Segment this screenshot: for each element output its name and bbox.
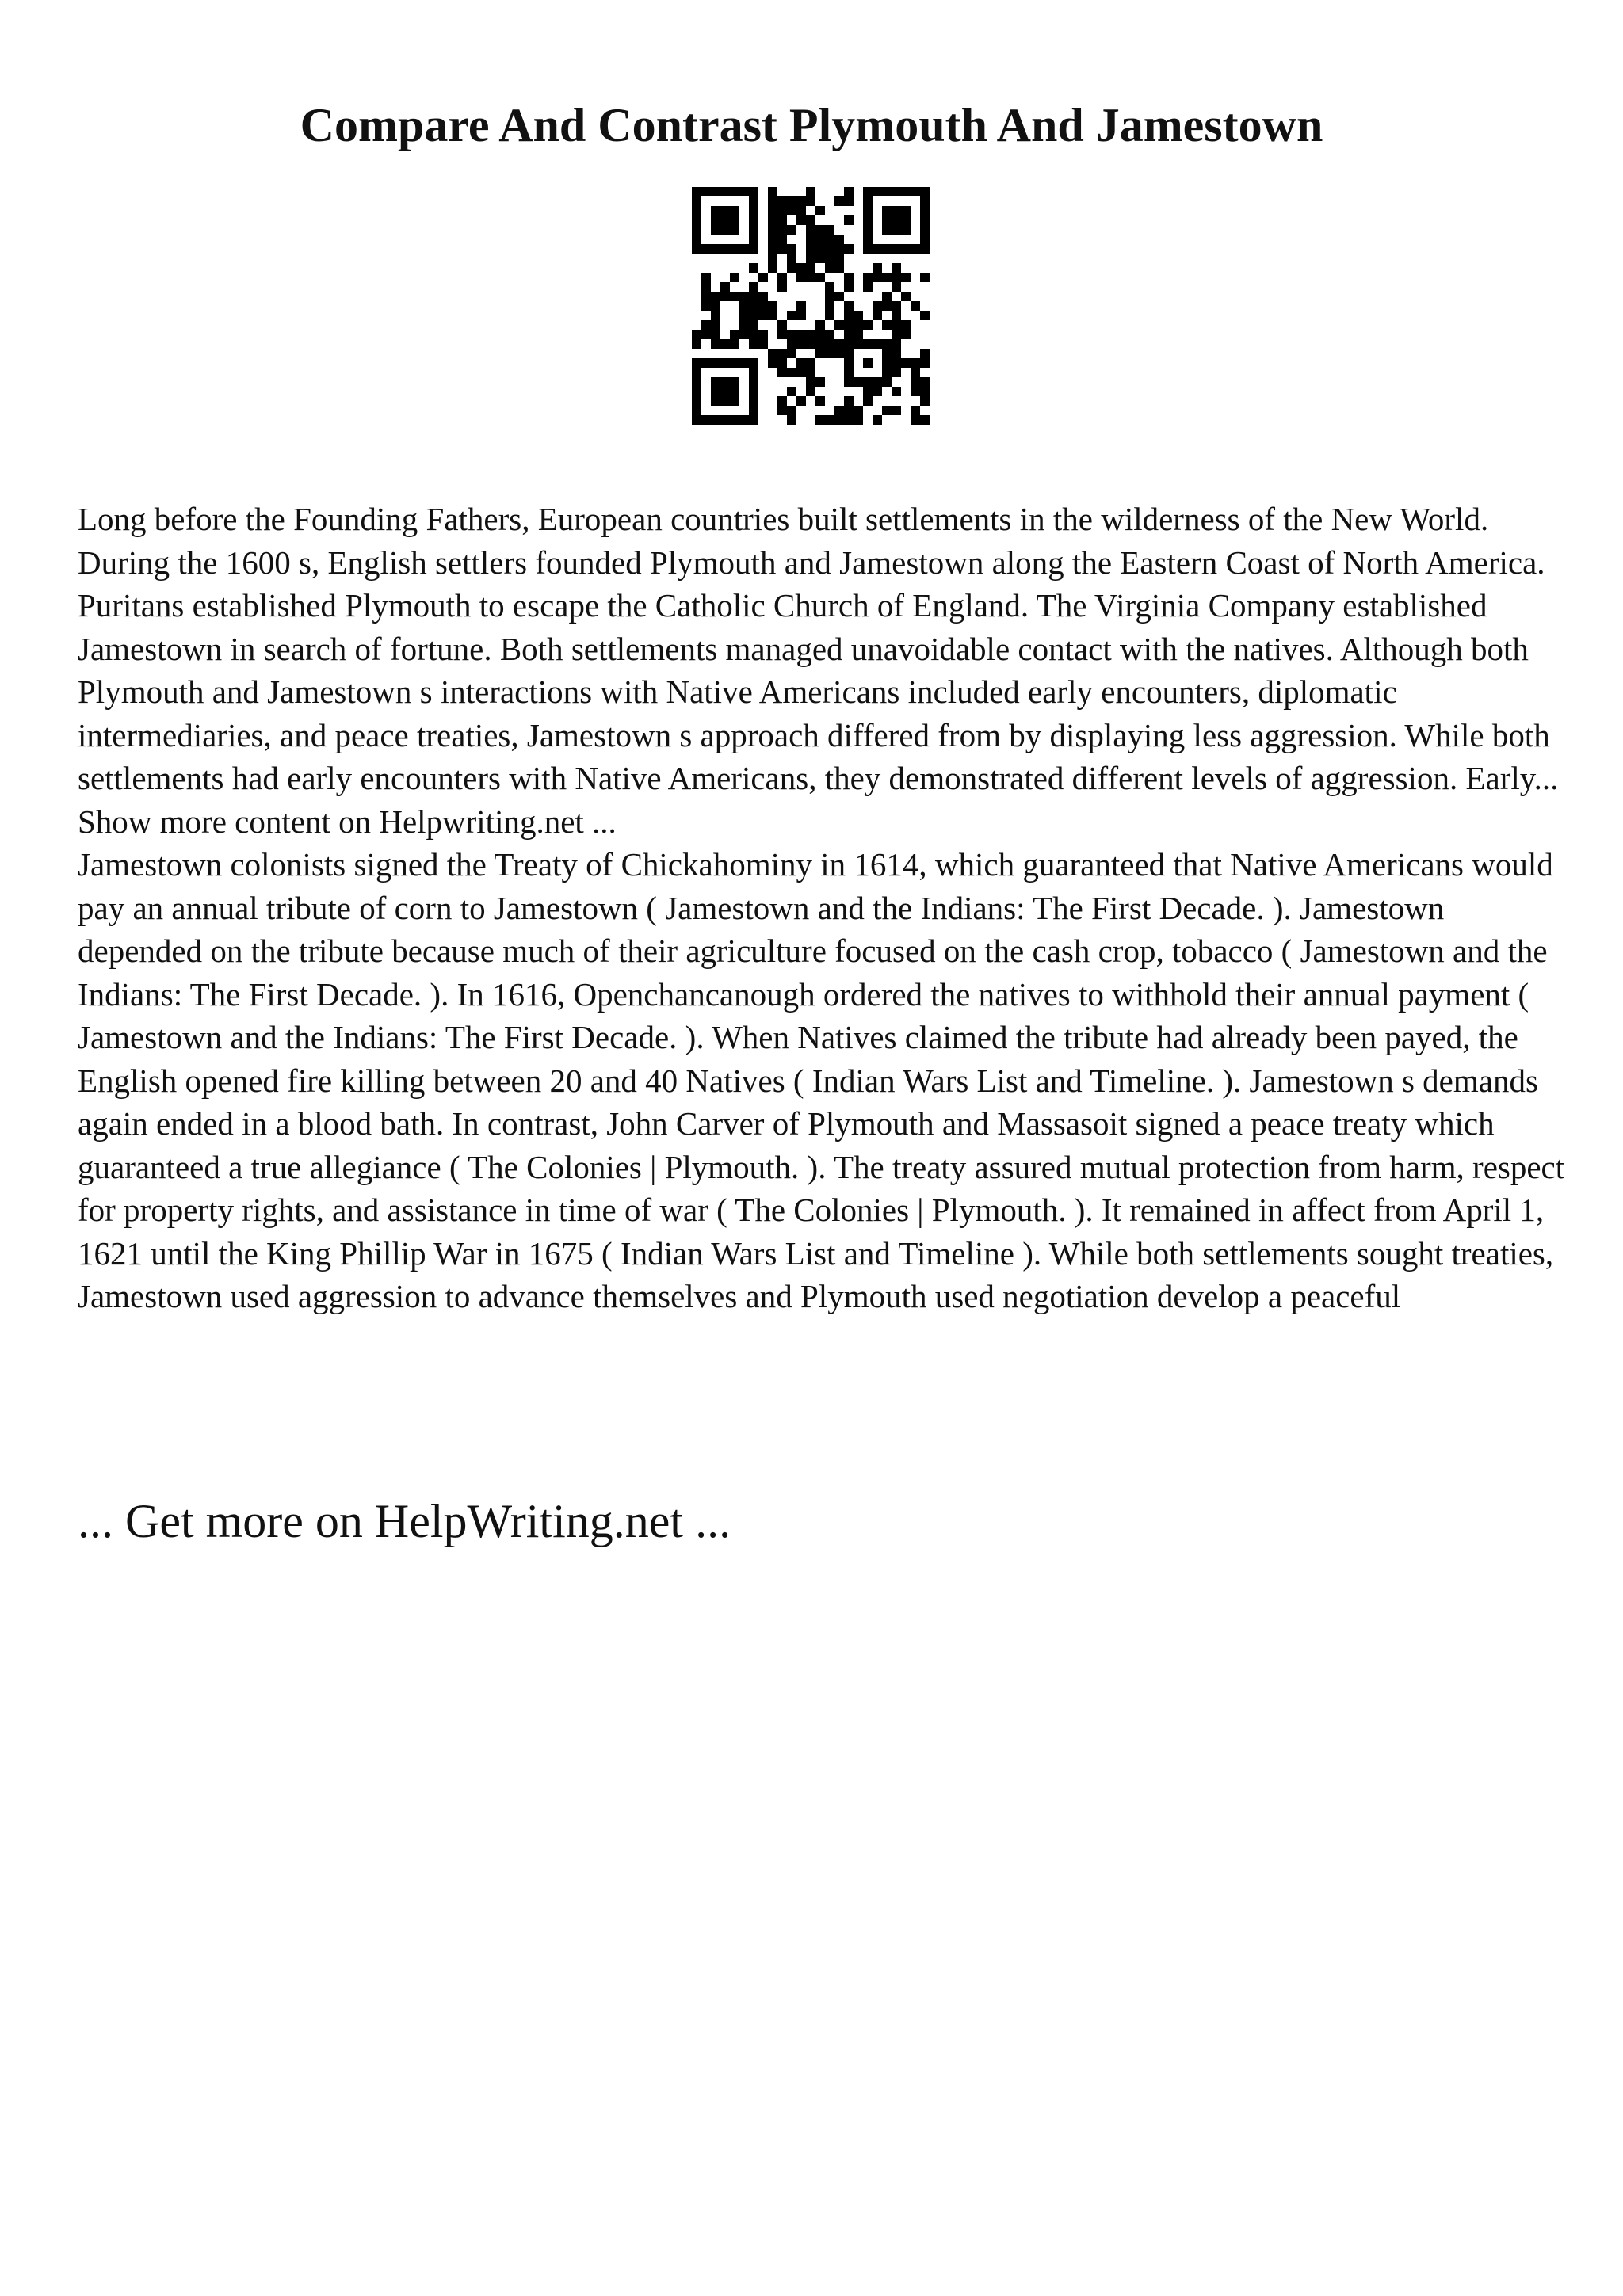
qr-module	[815, 206, 825, 215]
qr-module	[834, 244, 844, 254]
qr-module	[787, 415, 796, 425]
qr-module	[777, 282, 787, 292]
qr-module	[815, 225, 825, 235]
qr-module	[806, 225, 815, 235]
qr-module	[806, 330, 815, 339]
qr-module	[768, 349, 777, 358]
qr-module	[920, 387, 930, 396]
qr-module	[892, 387, 901, 396]
qr-module	[768, 206, 777, 215]
qr-module	[844, 187, 854, 196]
qr-module	[834, 339, 844, 349]
qr-module	[796, 273, 806, 282]
qr-module	[825, 330, 834, 339]
qr-module	[892, 311, 901, 320]
qr-module	[758, 330, 768, 339]
qr-timing	[844, 244, 854, 254]
qr-module	[873, 387, 882, 396]
qr-module	[815, 244, 825, 254]
qr-module	[768, 301, 777, 311]
qr-module	[787, 196, 796, 206]
qr-module	[873, 301, 882, 311]
qr-module	[901, 358, 911, 368]
qr-timing	[768, 244, 777, 254]
qr-module	[815, 235, 825, 244]
qr-module	[825, 349, 834, 358]
qr-module	[730, 273, 739, 282]
qr-module	[711, 301, 720, 311]
qr-module	[863, 282, 873, 292]
qr-module	[701, 301, 711, 311]
qr-module	[711, 292, 720, 301]
qr-module	[892, 406, 901, 415]
qr-module	[787, 330, 796, 339]
qr-module	[777, 196, 787, 206]
qr-module	[815, 396, 825, 406]
qr-module	[777, 358, 787, 368]
qr-module	[844, 406, 854, 415]
qr-module	[720, 282, 730, 292]
qr-module	[787, 263, 796, 273]
qr-timing	[825, 244, 834, 254]
qr-module	[834, 406, 844, 415]
qr-module	[758, 339, 768, 349]
qr-module	[882, 301, 892, 311]
qr-module	[863, 387, 873, 396]
page-title: Compare And Contrast Plymouth And Jamestown	[300, 99, 1323, 151]
qr-module	[768, 311, 777, 320]
qr-module	[777, 235, 787, 244]
get-more-link[interactable]: ... Get more on HelpWriting.net ...	[78, 1495, 731, 1547]
qr-module	[806, 273, 815, 282]
qr-module	[834, 320, 844, 330]
qr-module	[787, 368, 796, 377]
qr-module	[825, 311, 834, 320]
qr-module	[815, 339, 825, 349]
qr-module	[815, 415, 825, 425]
qr-module	[787, 406, 796, 415]
qr-module	[825, 263, 834, 273]
qr-module	[777, 225, 787, 235]
qr-module	[768, 263, 777, 273]
qr-module	[892, 282, 901, 292]
qr-module	[920, 358, 930, 368]
qr-module	[892, 368, 901, 377]
qr-module	[882, 292, 892, 301]
qr-module	[825, 282, 834, 292]
qr-module	[768, 187, 777, 196]
qr-module	[920, 377, 930, 387]
qr-module	[768, 358, 777, 368]
qr-module	[701, 292, 711, 301]
qr-module	[873, 263, 882, 273]
qr-code-icon[interactable]	[692, 187, 930, 425]
qr-module	[882, 273, 892, 282]
qr-timing	[749, 282, 758, 292]
qr-module	[901, 273, 911, 282]
qr-module	[825, 301, 834, 311]
qr-timing	[749, 263, 758, 273]
qr-module	[787, 339, 796, 349]
qr-module	[692, 339, 701, 349]
qr-module	[892, 358, 901, 368]
qr-module	[844, 196, 854, 206]
qr-module	[739, 311, 749, 320]
qr-module	[692, 330, 701, 339]
qr-module	[787, 254, 796, 263]
qr-module	[920, 415, 930, 425]
qr-module	[892, 349, 901, 358]
qr-module	[873, 273, 882, 282]
qr-module	[777, 206, 787, 215]
qr-module	[730, 292, 739, 301]
qr-module	[720, 292, 730, 301]
qr-module	[739, 292, 749, 301]
qr-module	[796, 206, 806, 215]
qr-module	[892, 330, 901, 339]
qr-module	[911, 406, 920, 415]
qr-module	[815, 377, 825, 387]
qr-module	[806, 187, 815, 196]
qr-module	[806, 235, 815, 244]
qr-module	[720, 339, 730, 349]
qr-module	[901, 320, 911, 330]
qr-timing	[806, 244, 815, 254]
qr-module	[739, 330, 749, 339]
qr-code-graphic	[692, 187, 930, 425]
qr-module	[863, 273, 873, 282]
qr-module	[825, 415, 834, 425]
qr-module	[806, 387, 815, 396]
qr-module	[768, 254, 777, 263]
qr-module	[806, 254, 815, 263]
qr-module	[882, 406, 892, 415]
qr-module	[892, 339, 901, 349]
qr-module	[844, 301, 854, 311]
qr-module	[806, 263, 815, 273]
qr-module	[730, 339, 739, 349]
qr-module	[815, 254, 825, 263]
qr-module	[777, 320, 787, 330]
qr-module	[796, 196, 806, 206]
qr-module	[758, 311, 768, 320]
qr-module	[730, 330, 739, 339]
qr-module	[911, 301, 920, 311]
qr-module	[815, 273, 825, 282]
qr-module	[834, 196, 844, 206]
qr-module	[815, 320, 825, 330]
qr-module	[920, 349, 930, 358]
qr-module	[758, 301, 768, 311]
qr-module	[796, 330, 806, 339]
qr-module	[892, 320, 901, 330]
qr-module	[806, 368, 815, 377]
qr-module	[844, 396, 854, 406]
qr-module	[701, 320, 711, 330]
qr-finder-inner	[882, 206, 911, 235]
qr-module	[796, 368, 806, 377]
qr-module	[777, 273, 787, 282]
qr-module	[701, 330, 711, 339]
qr-module	[844, 415, 854, 425]
qr-module	[882, 320, 892, 330]
qr-module	[815, 330, 825, 339]
qr-module	[796, 263, 806, 273]
qr-module	[844, 273, 854, 282]
qr-timing	[749, 301, 758, 311]
qr-module	[844, 330, 854, 339]
qr-module	[844, 282, 854, 292]
qr-module	[777, 349, 787, 358]
qr-module	[758, 292, 768, 301]
qr-finder-inner	[711, 377, 739, 406]
paragraph-1: Long before the Founding Fathers, European countries built settlements in the wilderness of the New World. During the 1600 s, English settlers founded Plymouth and Jamestown along the Eastern Coast of North America. Puritans established Plymouth to escape the Catholic Church of England. The Virginia Company established Jamestown in search of fortune. Both settlements managed unavoidable contact with the natives. Although both Plymouth and Jamestown s interactions with Native Americans included early encounters, diplomatic intermediaries, and peace treaties, Jamestown s approach differed from by displaying less aggression. While both settlements had early encounters with Native Americans, they demonstrated different levels of aggression. Early... Show more content on Helpwriting.net ...	[78, 501, 1559, 840]
qr-module	[796, 358, 806, 368]
qr-module	[920, 273, 930, 282]
qr-module	[863, 320, 873, 330]
qr-finder-inner	[711, 206, 739, 235]
qr-module	[844, 320, 854, 330]
paragraph-2: Jamestown colonists signed the Treaty of Chickahominy in 1614, which guaranteed that Native Americans would pay an annual tribute of corn to Jamestown ( Jamestown and the Indians: The First Decade. ). Jamestown depended on the tribute because much of their agriculture focused on the cash crop, tobacco ( Jamestown and the Indians: The First Decade. ). In 1616, Openchancanough ordered the natives to withhold their annual payment ( Jamestown and the Indians: The First Decade. ). When Natives claimed the tribute had already been payed, the English opened fire killing between 20 and 40 Natives ( Indian Wars List and Timeline. ). Jamestown s demands again ended in a blood bath. In contrast, John Carver of Plymouth and Massasoit signed a peace treaty which guaranteed a true allegiance ( The Colonies | Plymouth. ). The treaty assured mutual protection from harm, respect for property rights, and assistance in time of war ( The Colonies | Plymouth. ). It remained in affect from April 1, 1621 until the King Phillip War in 1675 ( Indian Wars List and Timeline ). While both settlements sought treaties, Jamestown used aggression to advance themselves and Plymouth used negotiation develop a peaceful	[78, 846, 1565, 1314]
qr-module	[873, 311, 882, 320]
qr-module	[796, 339, 806, 349]
qr-module	[749, 330, 758, 339]
qr-module	[834, 263, 844, 273]
qr-module	[806, 358, 815, 368]
qr-module	[854, 320, 863, 330]
qr-module	[701, 282, 711, 292]
qr-module	[768, 196, 777, 206]
qr-module	[739, 301, 749, 311]
qr-module	[920, 311, 930, 320]
qr-module	[787, 387, 796, 396]
qr-module	[711, 330, 720, 339]
qr-module	[787, 311, 796, 320]
qr-module	[796, 301, 806, 311]
qr-module	[701, 273, 711, 282]
qr-module	[892, 301, 901, 311]
qr-module	[834, 349, 844, 358]
qr-module	[777, 215, 787, 225]
qr-module	[834, 292, 844, 301]
qr-module	[920, 396, 930, 406]
qr-module	[796, 396, 806, 406]
qr-module	[863, 396, 873, 406]
qr-module	[711, 320, 720, 330]
qr-module	[901, 330, 911, 339]
qr-module	[768, 235, 777, 244]
qr-module	[854, 415, 863, 425]
qr-module	[806, 215, 815, 225]
qr-module	[873, 415, 882, 425]
qr-module	[711, 339, 720, 349]
qr-timing	[787, 244, 796, 254]
qr-module	[777, 368, 787, 377]
qr-module	[892, 273, 901, 282]
qr-module	[911, 368, 920, 377]
qr-module	[796, 311, 806, 320]
qr-module	[787, 206, 796, 215]
qr-module	[777, 244, 787, 254]
qr-module	[911, 387, 920, 396]
qr-module	[796, 215, 806, 225]
qr-module	[787, 349, 796, 358]
qr-module	[806, 196, 815, 206]
qr-module	[825, 254, 834, 263]
qr-module	[834, 235, 844, 244]
qr-module	[739, 320, 749, 330]
qr-module	[777, 406, 787, 415]
qr-module	[758, 273, 768, 282]
qr-module	[825, 235, 834, 244]
qr-module	[777, 396, 787, 406]
qr-module	[911, 377, 920, 387]
qr-module	[806, 377, 815, 387]
qr-module	[834, 415, 844, 425]
qr-module	[854, 406, 863, 415]
qr-module	[825, 292, 834, 301]
qr-module	[911, 415, 920, 425]
qr-module	[825, 225, 834, 235]
qr-module	[806, 339, 815, 349]
qr-module	[777, 330, 787, 339]
qr-module	[749, 311, 758, 320]
qr-module	[768, 225, 777, 235]
qr-module	[901, 292, 911, 301]
qr-module	[844, 215, 854, 225]
qr-timing	[749, 339, 758, 349]
qr-module	[854, 311, 863, 320]
qr-timing	[749, 320, 758, 330]
article-body	[78, 498, 1568, 1318]
qr-module	[787, 225, 796, 235]
qr-module	[825, 339, 834, 349]
qr-module	[892, 263, 901, 273]
qr-module	[815, 349, 825, 358]
qr-align-inner	[863, 358, 873, 368]
qr-module	[711, 311, 720, 320]
qr-module	[834, 254, 844, 263]
qr-module	[844, 311, 854, 320]
qr-module	[749, 292, 758, 301]
qr-module	[768, 215, 777, 225]
qr-module	[854, 330, 863, 339]
qr-module	[911, 358, 920, 368]
